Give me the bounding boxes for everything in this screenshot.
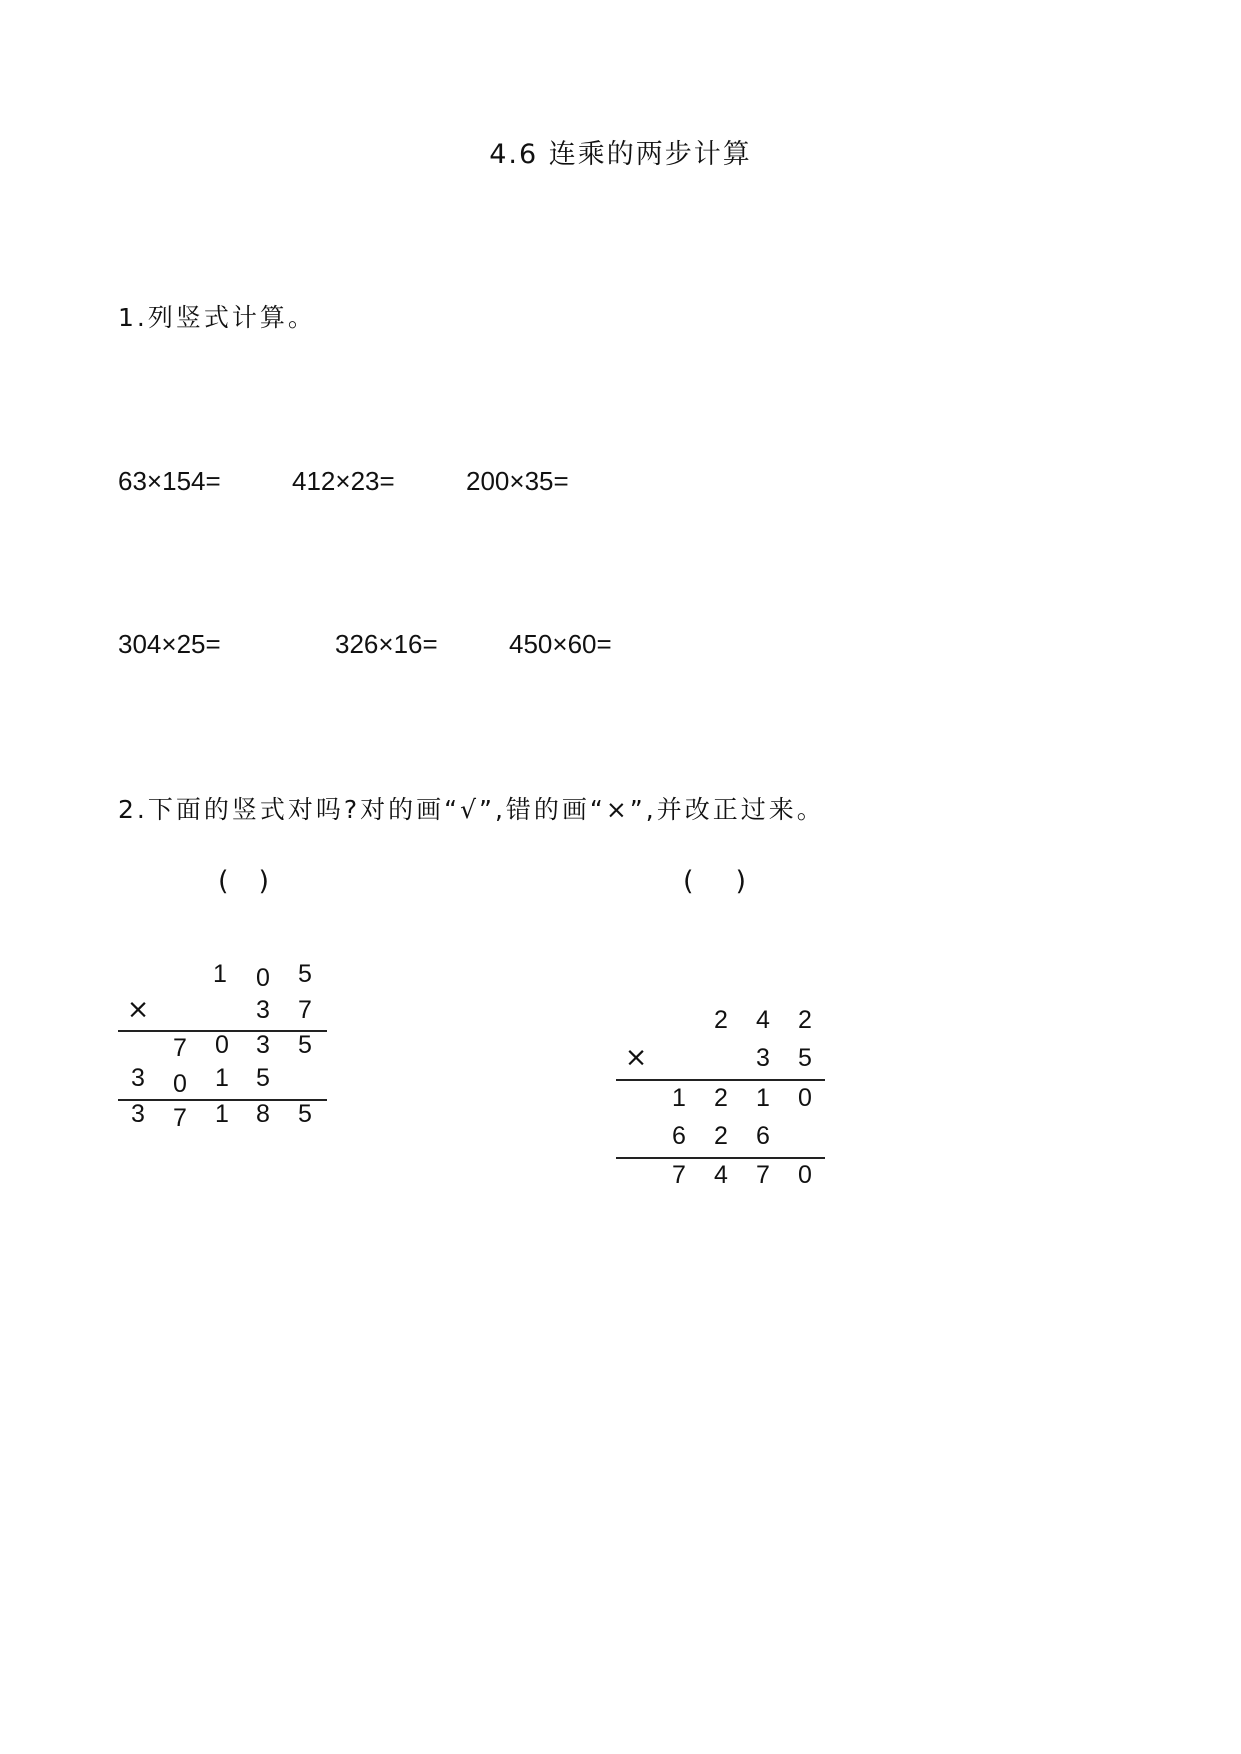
expression: 304×25= [118, 629, 221, 659]
digit: 0 [173, 1070, 187, 1098]
digit: 1 [672, 1084, 686, 1112]
expression: 450×60= [509, 629, 612, 659]
paren-open: ( [218, 866, 229, 897]
digit: 7 [756, 1161, 770, 1189]
underline [616, 1157, 825, 1159]
digit: 4 [714, 1161, 728, 1189]
digit: 7 [173, 1104, 187, 1132]
page-title: 4.6 连乘的两步计算 [489, 139, 752, 170]
digit: 3 [756, 1044, 770, 1072]
digit: 1 [215, 1100, 229, 1128]
digit: 0 [256, 964, 270, 992]
answer-parentheses-right[interactable] [683, 866, 746, 897]
digit: 7 [173, 1034, 187, 1062]
digit: 0 [798, 1084, 812, 1112]
digit: 4 [756, 1006, 770, 1034]
digit: 1 [215, 1064, 229, 1092]
digit: 6 [672, 1122, 686, 1150]
digit: 5 [298, 1100, 312, 1128]
expression: 412×23= [292, 466, 395, 496]
expression: 200×35= [466, 466, 569, 496]
times-sign: × [624, 1042, 648, 1073]
digit: 2 [714, 1122, 728, 1150]
digit: 1 [213, 960, 227, 988]
digit: 5 [298, 960, 312, 988]
underline [616, 1079, 825, 1081]
digit: 5 [798, 1044, 812, 1072]
digit: 3 [256, 1031, 270, 1059]
times-sign: × [126, 994, 150, 1025]
digit: 2 [714, 1006, 728, 1034]
digit: 8 [256, 1100, 270, 1128]
expression: 63×154= [118, 466, 221, 496]
digit: 3 [131, 1064, 145, 1092]
digit: 3 [256, 996, 270, 1024]
answer-parentheses-left[interactable] [218, 866, 269, 897]
digit: 2 [798, 1006, 812, 1034]
paren-open: ( [683, 866, 694, 897]
digit: 0 [798, 1161, 812, 1189]
question-2-heading: 2.下面的竖式对吗?对的画“√”,错的画“×”,并改正过来。 [118, 795, 825, 824]
digit: 0 [215, 1031, 229, 1059]
digit: 7 [672, 1161, 686, 1189]
expression: 326×16= [335, 629, 438, 659]
digit: 7 [298, 996, 312, 1024]
digit: 6 [756, 1122, 770, 1150]
digit: 5 [298, 1031, 312, 1059]
digit: 3 [131, 1100, 145, 1128]
digit: 5 [256, 1064, 270, 1092]
paren-close: ) [735, 866, 747, 897]
paren-close: ) [258, 866, 270, 897]
digit: 2 [714, 1084, 728, 1112]
question-1-heading: 1.列竖式计算。 [118, 303, 316, 332]
digit: 1 [756, 1084, 770, 1112]
